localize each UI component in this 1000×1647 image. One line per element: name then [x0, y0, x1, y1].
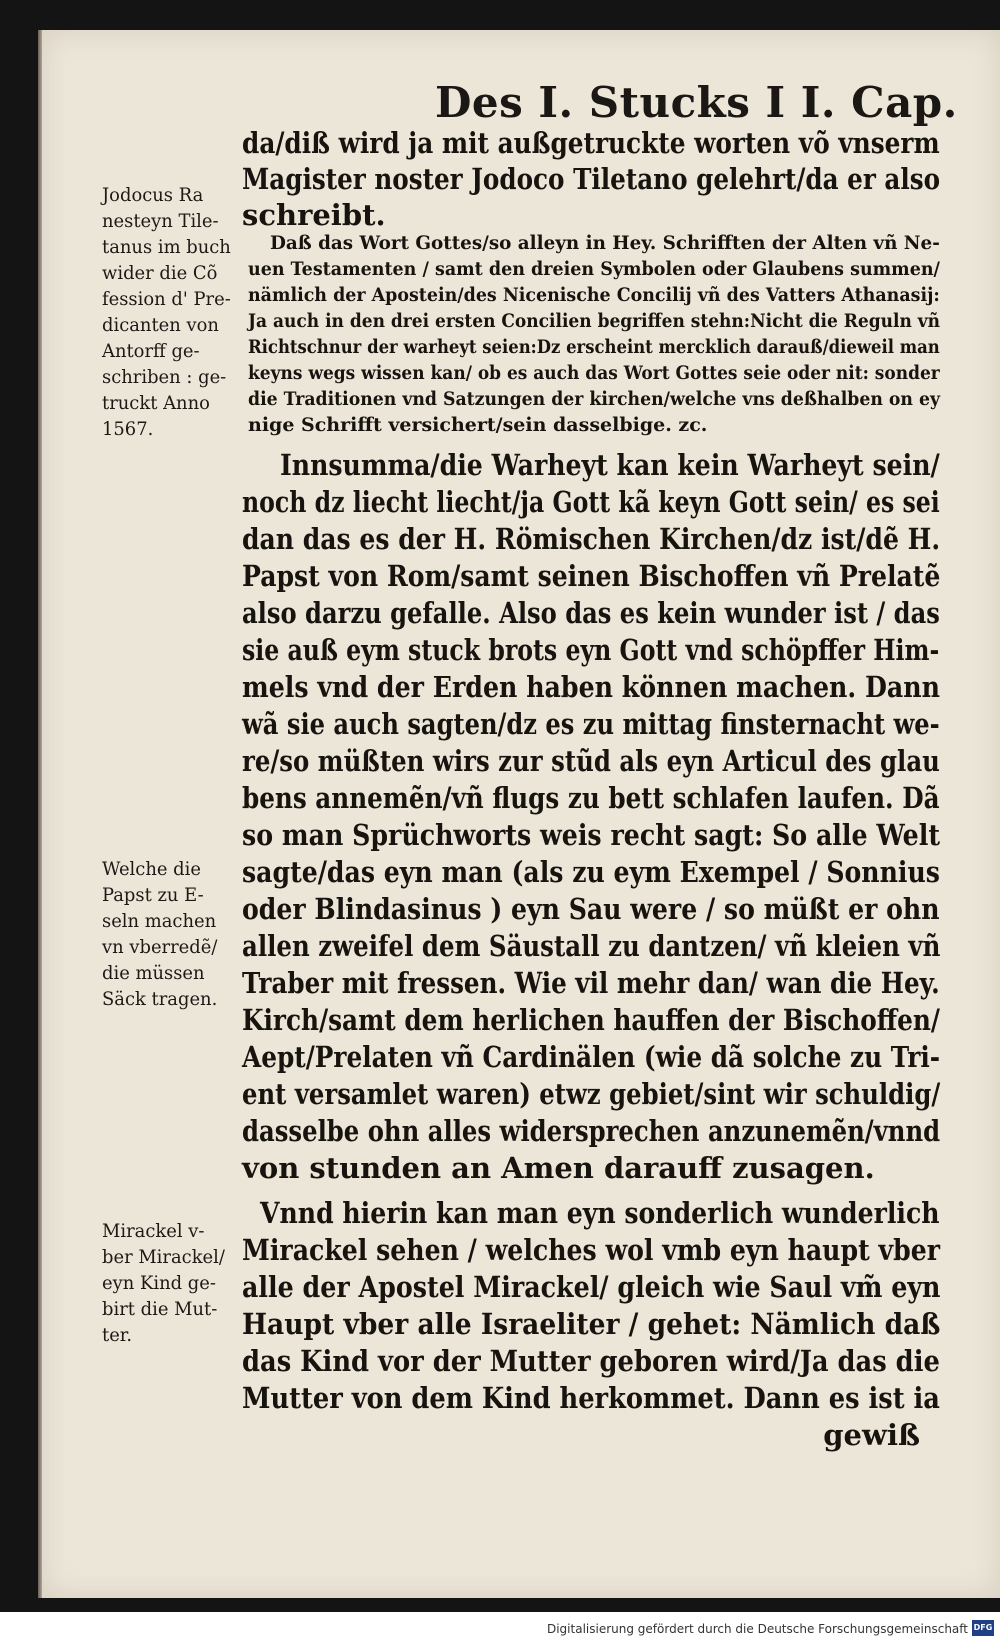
footer-credit: Digitalisierung gefördert durch die Deutsche Forschungsgemeinschaft: [546, 1622, 968, 1636]
note-line: Welche die: [102, 858, 201, 880]
text-line: Vnnd hierin kan man eyn sonderlich wunderlich: [260, 1196, 940, 1230]
text-line: Traber mit fressen. Wie vil mehr dan/ wan die Hey.: [242, 966, 940, 1000]
quote-line: Daß das Wort Gottes/so alleyn in Hey. Schrifften der Alten vñ Ne-: [270, 232, 940, 254]
text-line: schreibt.: [242, 198, 386, 232]
note-line: truckt Anno: [102, 392, 210, 414]
text-line: Magister noster Jodoco Tiletano gelehrt/da er also: [242, 162, 941, 196]
note-line: eyn Kind ge-: [102, 1272, 216, 1294]
note-line: wider die Cõ: [102, 262, 218, 284]
marginal-note: [102, 1218, 242, 1348]
text-line: mels vnd der Erden haben können machen. Dann: [242, 670, 940, 704]
text-line: das Kind vor der Mutter geboren wird/Ja das die: [242, 1344, 940, 1378]
note-line: vn vberredẽ/: [102, 936, 218, 958]
text-line: Mutter von dem Kind herkommet. Dann es ist ia: [242, 1381, 940, 1415]
note-line: 1567.: [102, 418, 154, 440]
text-line: allen zweifel dem Säustall zu dantzen/ vñ kleien vñ: [242, 929, 941, 963]
text-line: Haupt vber alle Israeliter / gehet: Nämlich daß: [242, 1307, 941, 1341]
note-line: Jodocus Ra: [102, 184, 204, 206]
text-line: bens annemẽn/vñ flugs zu bett schlafen laufen. Dã: [242, 781, 940, 815]
note-line: ter.: [102, 1324, 133, 1346]
note-line: nesteyn Tile-: [102, 210, 219, 232]
running-header: Des I. Stucks I I. Cap.: [435, 78, 958, 127]
marginal-note: [102, 182, 242, 442]
note-line: Mirackel v-: [102, 1220, 205, 1242]
note-line: tanus im buch: [102, 236, 231, 258]
text-line: Kirch/samt dem herlichen hauffen der Bischoffen/: [242, 1003, 940, 1037]
text-line: wã sie auch sagten/dz es zu mittag finsternacht we-: [242, 707, 940, 741]
text-line: sagte/das eyn man (als zu eym Exempel / Sonnius: [242, 855, 940, 889]
text-line: dasselbe ohn alles widersprechen anzunemẽn/vnnd: [242, 1114, 941, 1148]
text-line: da/diß wird ja mit außgetruckte worten võ vnserm: [242, 126, 940, 160]
text-line: also darzu gefalle. Also das es kein wunder ist / das: [242, 596, 940, 630]
note-line: Papst zu E-: [102, 884, 204, 906]
quote-line: die Traditionen vnd Satzungen der kirchen/welche vns deßhalben on ey: [248, 388, 941, 410]
catchword: gewiß: [823, 1418, 920, 1452]
text-line: alle der Apostel Mirackel/ gleich wie Saul vm̃ eyn: [242, 1270, 941, 1304]
text-line: ent versamlet waren) etwz gebiet/sint wir schuldig/: [242, 1077, 941, 1111]
note-line: Säck tragen.: [102, 988, 218, 1010]
text-line: sie auß eym stuck brots eyn Gott vnd schöpffer Him-: [242, 633, 940, 667]
dfg-logo: DFG: [972, 1620, 994, 1636]
quote-line: uen Testamenten / samt den dreien Symbolen oder Glaubens summen/: [248, 258, 940, 280]
quote-line: keyns wegs wissen kan/ ob es auch das Wort Gottes seie oder nit: sonder: [248, 362, 940, 384]
marginal-note: [102, 856, 242, 1012]
text-line: Papst von Rom/samt seinen Bischoffen vñ Prelatẽ: [242, 559, 941, 593]
note-line: schriben : ge-: [102, 366, 227, 388]
text-line: Mirackel sehen / welches wol vmb eyn haupt vber: [242, 1233, 940, 1267]
footer-bar: [0, 1612, 1000, 1647]
quote-line: nige Schrifft versichert/sein dasselbige. zc.: [248, 414, 708, 436]
text-line: so man Sprüchworts weis recht sagt: So alle Welt: [242, 818, 941, 852]
quote-line: Ja auch in den drei ersten Concilien begriffen stehn:Nicht die Reguln vñ: [248, 310, 941, 332]
note-line: birt die Mut-: [102, 1298, 218, 1320]
text-line: re/so müßten wirs zur stũd als eyn Articul des glau: [242, 744, 940, 778]
note-line: seln machen: [102, 910, 217, 932]
quote-line: Richtschnur der warheyt seien:Dz erscheint mercklich darauß/dieweil man: [248, 336, 940, 358]
note-line: Antorff ge-: [102, 340, 200, 362]
note-line: fession d' Pre-: [102, 288, 231, 310]
text-line: noch dz liecht liecht/ja Gott kã keyn Gott sein/ es sei: [242, 485, 940, 519]
text-line: Innsumma/die Warheyt kan kein Warheyt sein/: [280, 448, 940, 482]
quote-line: nämlich der Apostein/des Nicenische Concilij vñ des Vatters Athanasij:: [248, 284, 940, 306]
note-line: ber Mirackel/: [102, 1246, 225, 1268]
text-line: von stunden an Amen darauff zusagen.: [242, 1151, 875, 1185]
text-line: Aept/Prelaten vñ Cardinälen (wie dã solche zu Tri-: [242, 1040, 941, 1074]
text-line: dan das es der H. Römischen Kirchen/dz ist/dẽ H.: [242, 522, 941, 556]
note-line: die müssen: [102, 962, 205, 984]
text-line: oder Blindasinus ) eyn Sau were / so müßt er ohn: [242, 892, 940, 926]
note-line: dicanten von: [102, 314, 219, 336]
